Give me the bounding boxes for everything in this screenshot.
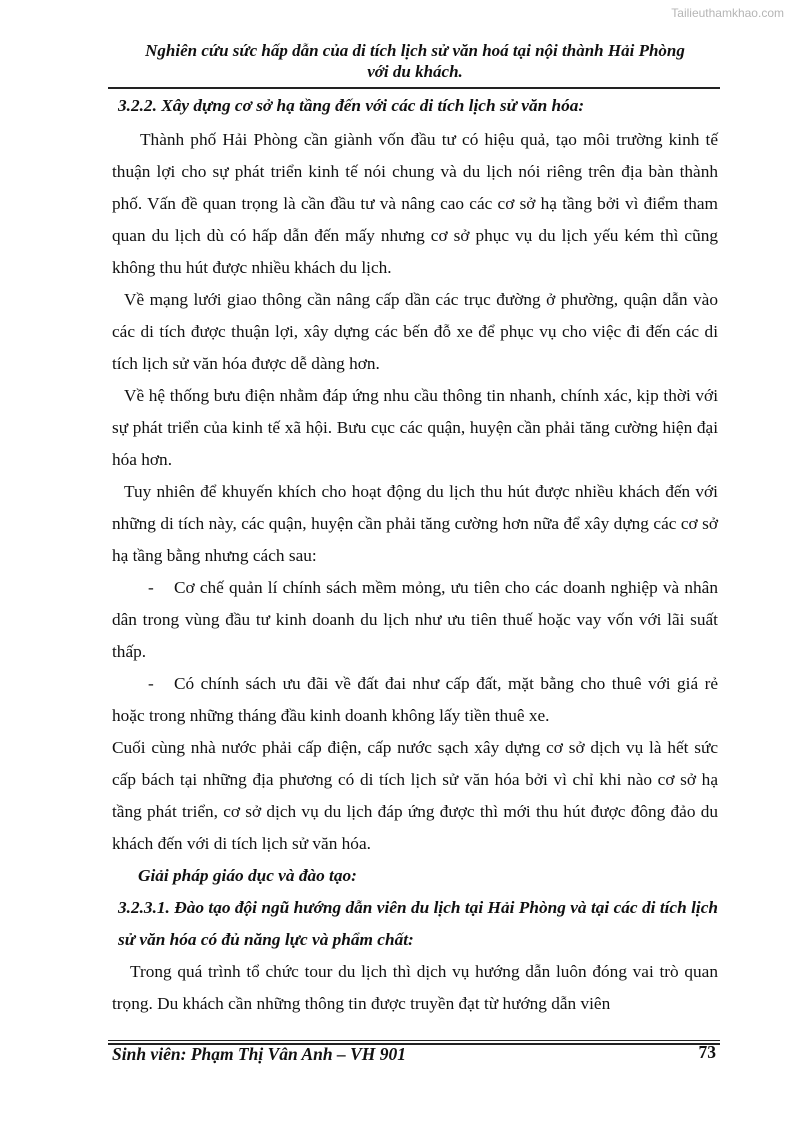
paragraph: Cuối cùng nhà nước phải cấp điện, cấp nước sạch xây dựng cơ sở dịch vụ là hết sức cấp bách tại những địa phương có di tích lịch sử văn hóa bởi vì chỉ khi nào cơ sở hạ tầng phát triển, cơ sở dịch vụ du lịch đáp ứng được thì mới thu hút được đông đảo du khách đến với di tích lịch sử văn hóa.: [112, 738, 718, 853]
list-item-text: Cơ chế quản lí chính sách mềm mỏng, ưu tiên cho các doanh nghiệp và nhân dân trong vùng đầu tư kinh doanh du lịch như ưu tiên thuế hoặc vay vốn với lãi suất thấp.: [112, 578, 718, 661]
section-title: 3.2.2. Xây dựng cơ sở hạ tầng đến với các di tích lịch sử văn hóa:: [118, 96, 585, 115]
paragraph: Tuy nhiên để khuyến khích cho hoạt động du lịch thu hút được nhiều khách đến với những di tích này, các quận, huyện cần phải tăng cường hơn nữa để xây dựng các cơ sở hạ tầng bằng nhưng cách sau:: [112, 482, 718, 565]
page-number: 73: [698, 1042, 716, 1062]
subheading: Giải pháp giáo dục và đào tạo:: [138, 866, 357, 885]
paragraph: Về hệ thống bưu điện nhằm đáp ứng nhu cầu thông tin nhanh, chính xác, kịp thời với sự phát triển của kinh tế xã hội. Bưu cục các quận, huyện cần phải tăng cường hiện đại hóa hơn.: [112, 386, 718, 469]
list-item-text: Có chính sách ưu đãi về đất đai như cấp đất, mặt bằng cho thuê với giá rẻ hoặc trong những tháng đầu kinh doanh không lấy tiền thuê xe.: [112, 674, 718, 725]
footer-author: Sinh viên: Phạm Thị Vân Anh – VH 901: [112, 1044, 407, 1064]
footer-rule: [108, 1040, 720, 1041]
header-line-1: Nghiên cứu sức hấp dẫn của di tích lịch sử văn hoá tại nội thành Hải Phòng: [145, 41, 685, 60]
list-item: [112, 572, 718, 668]
bullet-marker: -: [148, 578, 154, 597]
header-rule: [108, 87, 720, 89]
paragraph: Về mạng lưới giao thông cần nâng cấp dần các trục đường ở phường, quận dẫn vào các di tích được thuận lợi, xây dựng các bến đỗ xe để phục vụ cho việc đi đến các di tích lịch sử văn hóa được dễ dàng hơn.: [112, 290, 718, 373]
running-header: [110, 40, 720, 82]
header-line-2: với du khách.: [367, 62, 463, 81]
paragraph: Trong quá trình tổ chức tour du lịch thì dịch vụ hướng dẫn luôn đóng vai trò quan trọng. Du khách cần những thông tin được truyền đạt từ hướng dẫn viên: [112, 962, 718, 1013]
list-item: [112, 668, 718, 732]
subsection-title: 3.2.3.1. Đào tạo đội ngũ hướng dẫn viên du lịch tại Hải Phòng và tại các di tích lịch sử văn hóa có đủ năng lực và phẩm chất:: [118, 898, 718, 949]
paragraph: Thành phố Hải Phòng cần giành vốn đầu tư có hiệu quả, tạo môi trường kinh tế thuận lợi cho sự phát triển kinh tế nói chung và du lịch nói riêng trên địa bàn thành phố. Vấn đề quan trọng là cần đầu tư và nâng cao các cơ sở hạ tầng bởi vì điểm tham quan du lịch dù có hấp dẫn đến mấy nhưng cơ sở phục vụ du lịch yếu kém thì cũng không thu hút được nhiều khách du lịch.: [112, 130, 718, 277]
page-body: [112, 90, 718, 1020]
bullet-marker: -: [148, 674, 154, 693]
watermark: Tailieuthamkhao.com: [671, 6, 784, 20]
